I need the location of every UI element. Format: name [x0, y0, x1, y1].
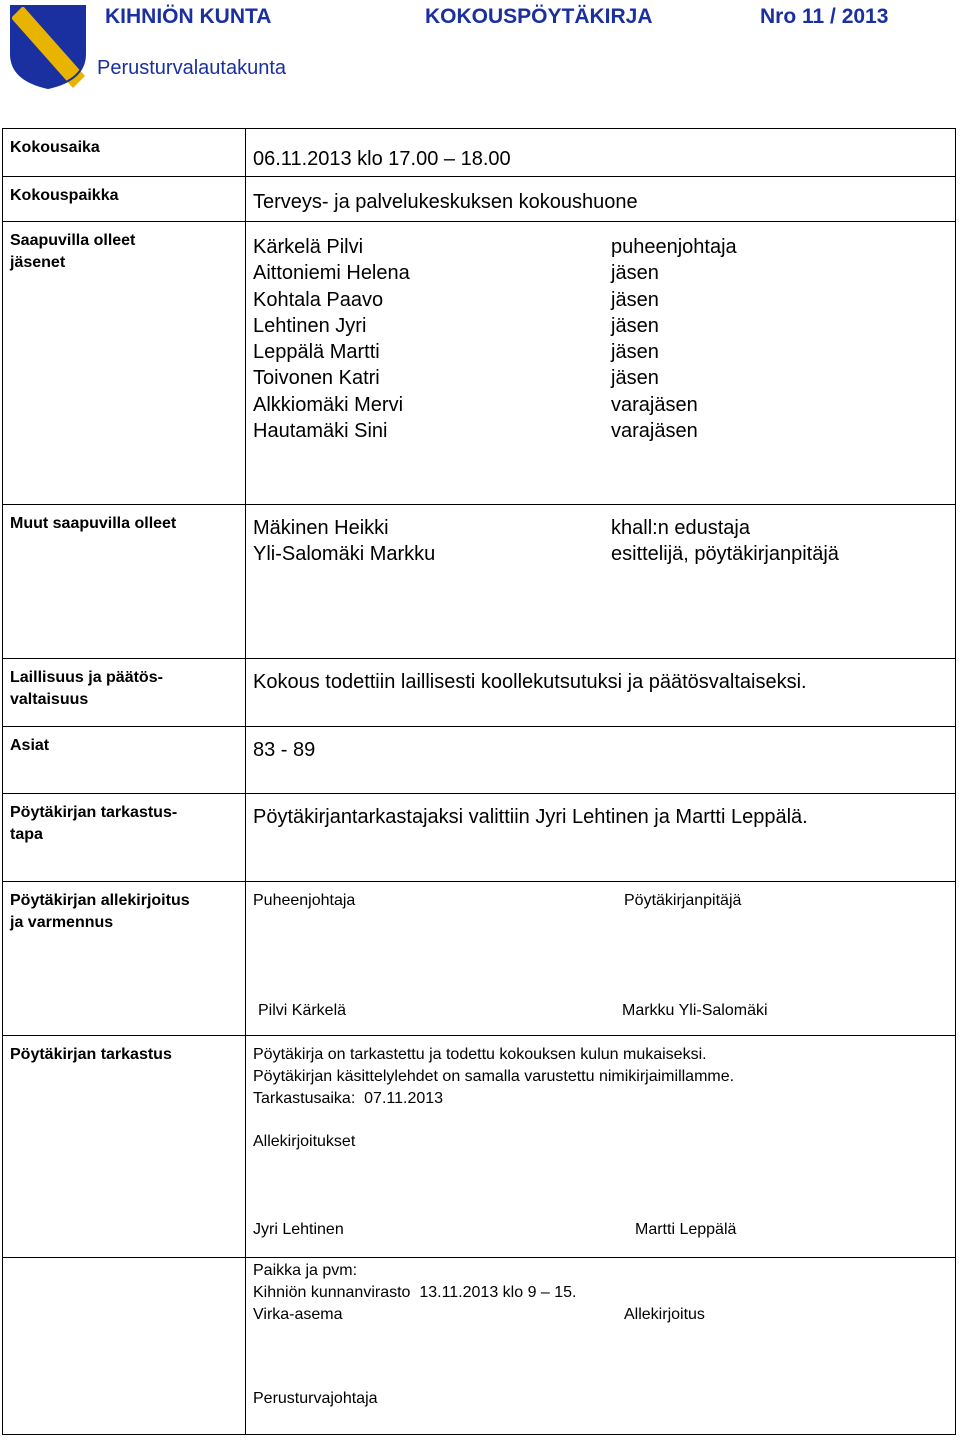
signing-row [3, 882, 956, 1036]
review-line-1: Pöytäkirja on tarkastettu ja todettu kokouksen kulun mukaiseksi. [253, 1046, 707, 1063]
signature-label: Allekirjoitus [624, 1306, 705, 1323]
review-method-value [246, 794, 956, 882]
members-list [246, 222, 956, 505]
review-row [3, 1036, 956, 1258]
member-name: Kärkelä Pilvi [253, 236, 364, 258]
display-row [3, 1258, 956, 1435]
position-value: Perusturvajohtaja [253, 1390, 378, 1407]
member-row [253, 365, 955, 391]
members-label-line-2: jäsenet [10, 254, 66, 271]
meeting-place-value [246, 177, 956, 222]
member-name: Alkkiomäki Mervi [253, 393, 404, 416]
signatures-label: Allekirjoitukset [253, 1133, 356, 1150]
signing-titles [253, 890, 955, 912]
items-label: Asiat [3, 727, 246, 794]
review-method-label-line-1: Pöytäkirjan tarkastus- [10, 804, 178, 821]
member-row [253, 339, 955, 365]
review-method-row [3, 794, 956, 882]
meeting-place-row [3, 177, 956, 222]
others-list [246, 505, 956, 659]
members-row [3, 222, 956, 505]
quorum-row [3, 659, 956, 727]
member-role: jäsen [611, 314, 659, 337]
member-row [253, 287, 955, 313]
quorum-label [3, 659, 246, 727]
other-attendee-row [253, 541, 955, 567]
chair-name: Pilvi Kärkelä [258, 1002, 347, 1019]
other-attendee-row [253, 515, 955, 541]
department-name: Perusturvalautakunta [97, 57, 287, 79]
members-label-line-1: Saapuvilla olleet [10, 232, 136, 249]
member-name: Lehtinen Jyri [253, 314, 367, 337]
member-row [253, 392, 955, 418]
attendee-role: esittelijä, pöytäkirjanpitäjä [611, 543, 839, 566]
member-role: varajäsen [611, 420, 698, 443]
member-row [253, 313, 955, 339]
attendee-role: khall:n edustaja [611, 517, 750, 539]
attendee-name: Mäkinen Heikki [253, 517, 389, 539]
reviewer-1-name: Jyri Lehtinen [253, 1221, 344, 1238]
review-method-label [3, 794, 246, 882]
document-type: KOKOUSPÖYTÄKIRJA [425, 5, 653, 28]
member-name: Toivonen Katri [253, 367, 380, 390]
review-method-label-line-2: tapa [10, 826, 43, 843]
document-number: Nro 11 / 2013 [760, 5, 889, 28]
position-signature-labels [253, 1304, 955, 1326]
attendee-name: Yli-Salomäki Markku [253, 543, 436, 566]
municipal-crest-logo [9, 4, 87, 90]
meeting-place-text: Terveys- ja palvelukeskuksen kokoushuone [253, 191, 638, 213]
quorum-value [246, 659, 956, 727]
member-row [253, 234, 955, 260]
meeting-time-label: Kokousaika [3, 129, 246, 177]
member-role: varajäsen [611, 393, 698, 416]
member-role: jäsen [611, 262, 659, 285]
minutes-table [2, 128, 956, 1435]
member-name: Hautamäki Sini [253, 420, 388, 443]
meeting-place-label: Kokouspaikka [3, 177, 246, 222]
members-label [3, 222, 246, 505]
meeting-time-text: 06.11.2013 klo 17.00 – 18.00 [253, 148, 511, 170]
member-name: Aittoniemi Helena [253, 262, 410, 285]
items-row [3, 727, 956, 794]
municipality-name: KIHNIÖN KUNTA [105, 5, 272, 28]
others-label: Muut saapuvilla olleet [3, 505, 246, 659]
place-date-value: Kihniön kunnanvirasto 13.11.2013 klo 9 – 15. [253, 1284, 577, 1301]
signing-label [3, 882, 246, 1036]
member-row [253, 418, 955, 444]
meeting-time-value [246, 129, 956, 177]
quorum-text: Kokous todettiin laillisesti koollekutsutuksi ja päätösvaltaiseksi. [253, 671, 807, 693]
member-role: jäsen [611, 367, 659, 390]
items-range: 83 - 89 [253, 739, 316, 761]
member-role: jäsen [611, 288, 659, 311]
quorum-label-line-1: Laillisuus ja päätös- [10, 669, 163, 686]
reviewer-names [253, 1219, 736, 1241]
meeting-time-row [3, 129, 956, 177]
position-label: Virka-asema [253, 1306, 343, 1323]
member-role: jäsen [611, 341, 659, 364]
place-date-label: Paikka ja pvm: [253, 1262, 358, 1279]
signing-block [246, 882, 956, 1036]
secretary-title: Pöytäkirjanpitäjä [624, 892, 742, 909]
signing-label-line-2: ja varmennus [10, 914, 114, 931]
signing-label-line-1: Pöytäkirjan allekirjoitus [10, 892, 190, 909]
quorum-label-line-2: valtaisuus [10, 691, 89, 708]
signing-names [258, 1000, 768, 1022]
review-block [246, 1036, 956, 1258]
review-line-2: Pöytäkirjan käsittelylehdet on samalla varustettu nimikirjaimillamme. [253, 1068, 735, 1085]
review-method-text: Pöytäkirjantarkastajaksi valittiin Jyri Lehtinen ja Martti Leppälä. [253, 806, 808, 828]
chair-title: Puheenjohtaja [253, 892, 356, 909]
items-value [246, 727, 956, 794]
member-name: Kohtala Paavo [253, 288, 384, 311]
review-label: Pöytäkirjan tarkastus [3, 1036, 246, 1258]
member-role: puheenjohtaja [611, 236, 737, 258]
display-label-cell [3, 1258, 246, 1435]
member-name: Leppälä Martti [253, 341, 380, 364]
others-row [3, 505, 956, 659]
secretary-name: Markku Yli-Salomäki [622, 1002, 768, 1019]
display-block [246, 1258, 956, 1435]
reviewer-2-name: Martti Leppälä [635, 1221, 737, 1238]
member-row [253, 260, 955, 286]
review-date: Tarkastusaika: 07.11.2013 [253, 1090, 444, 1107]
